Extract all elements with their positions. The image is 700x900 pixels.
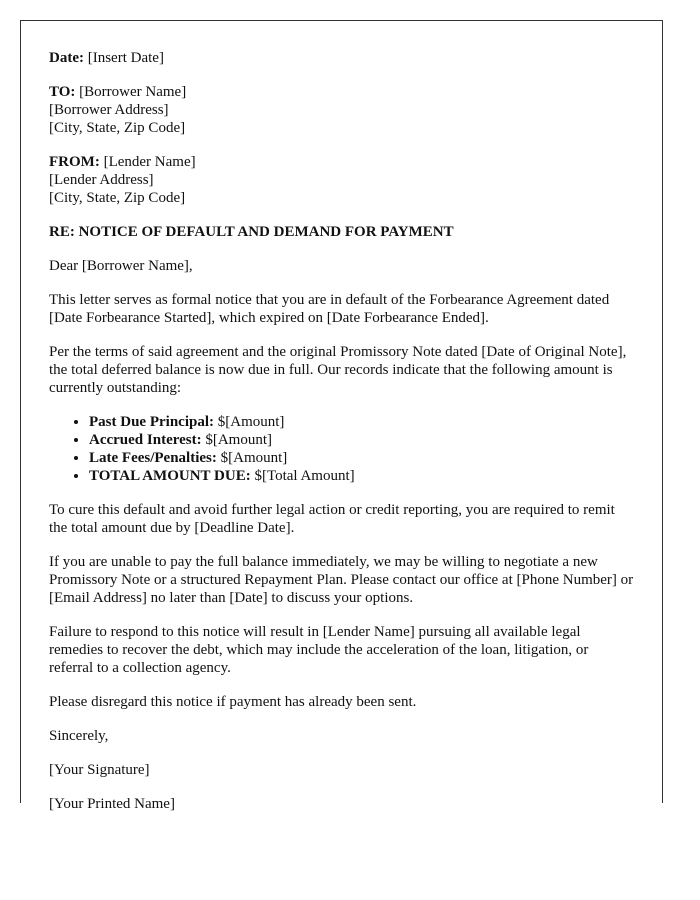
amount-value: $[Amount] bbox=[217, 414, 285, 430]
amount-item bbox=[89, 413, 634, 431]
date-line bbox=[49, 49, 634, 67]
amount-label: Late Fees/Penalties: bbox=[89, 450, 217, 466]
amount-value: $[Total Amount] bbox=[254, 468, 355, 484]
paragraph-2: Per the terms of said agreement and the original Promissory Note dated [Date of Original Note], the total deferred balance is now due in full. Our records indicate that the following amount is currently outstanding: bbox=[49, 344, 627, 396]
to-label: TO: bbox=[49, 84, 76, 100]
signature: [Your Signature] bbox=[49, 762, 150, 778]
amount-value: $[Amount] bbox=[205, 432, 273, 448]
amount-label: TOTAL AMOUNT DUE: bbox=[89, 468, 251, 484]
to-name: [Borrower Name] bbox=[79, 84, 187, 100]
salutation: Dear [Borrower Name], bbox=[49, 258, 193, 274]
paragraph-4: If you are unable to pay the full balance immediately, we may be willing to negotiate a new Promissory Note or a structured Repayment Plan. Please contact our office at [Phone Number] or [Email Address] no later than [Date] to discuss your options. bbox=[49, 554, 634, 606]
printed-name: [Your Printed Name] bbox=[49, 796, 175, 812]
letter-page bbox=[20, 20, 663, 812]
paragraph-3: To cure this default and avoid further legal action or credit reporting, you are required to remit the total amount due by [Deadline Date]. bbox=[49, 502, 615, 536]
amount-value: $[Amount] bbox=[220, 450, 288, 466]
amount-label: Accrued Interest: bbox=[89, 432, 202, 448]
amount-item bbox=[89, 449, 634, 467]
to-address: [Borrower Address] bbox=[49, 102, 169, 118]
recipient-block bbox=[49, 83, 634, 137]
paragraph-6: Please disregard this notice if payment has already been sent. bbox=[49, 694, 417, 710]
date-value: [Insert Date] bbox=[87, 50, 164, 66]
paragraph-1: This letter serves as formal notice that you are in default of the Forbearance Agreement dated [Date Forbearance Started], which expired on [Date Forbearance Ended]. bbox=[49, 292, 610, 326]
amount-item bbox=[89, 467, 634, 485]
sender-block bbox=[49, 153, 634, 207]
amount-list bbox=[49, 413, 634, 485]
sign-off: Sincerely, bbox=[49, 728, 109, 744]
from-name: [Lender Name] bbox=[103, 154, 196, 170]
to-city: [City, State, Zip Code] bbox=[49, 120, 186, 136]
paragraph-5: Failure to respond to this notice will result in [Lender Name] pursuing all available legal remedies to recover the debt, which may include the acceleration of the loan, litigation, or referral to a collection agency. bbox=[49, 624, 589, 676]
from-address: [Lender Address] bbox=[49, 172, 154, 188]
amount-item bbox=[89, 431, 634, 449]
amount-label: Past Due Principal: bbox=[89, 414, 214, 430]
date-label: Date: bbox=[49, 50, 84, 66]
from-city: [City, State, Zip Code] bbox=[49, 190, 186, 206]
subject-line: RE: NOTICE OF DEFAULT AND DEMAND FOR PAYMENT bbox=[49, 224, 454, 240]
from-label: FROM: bbox=[49, 154, 100, 170]
